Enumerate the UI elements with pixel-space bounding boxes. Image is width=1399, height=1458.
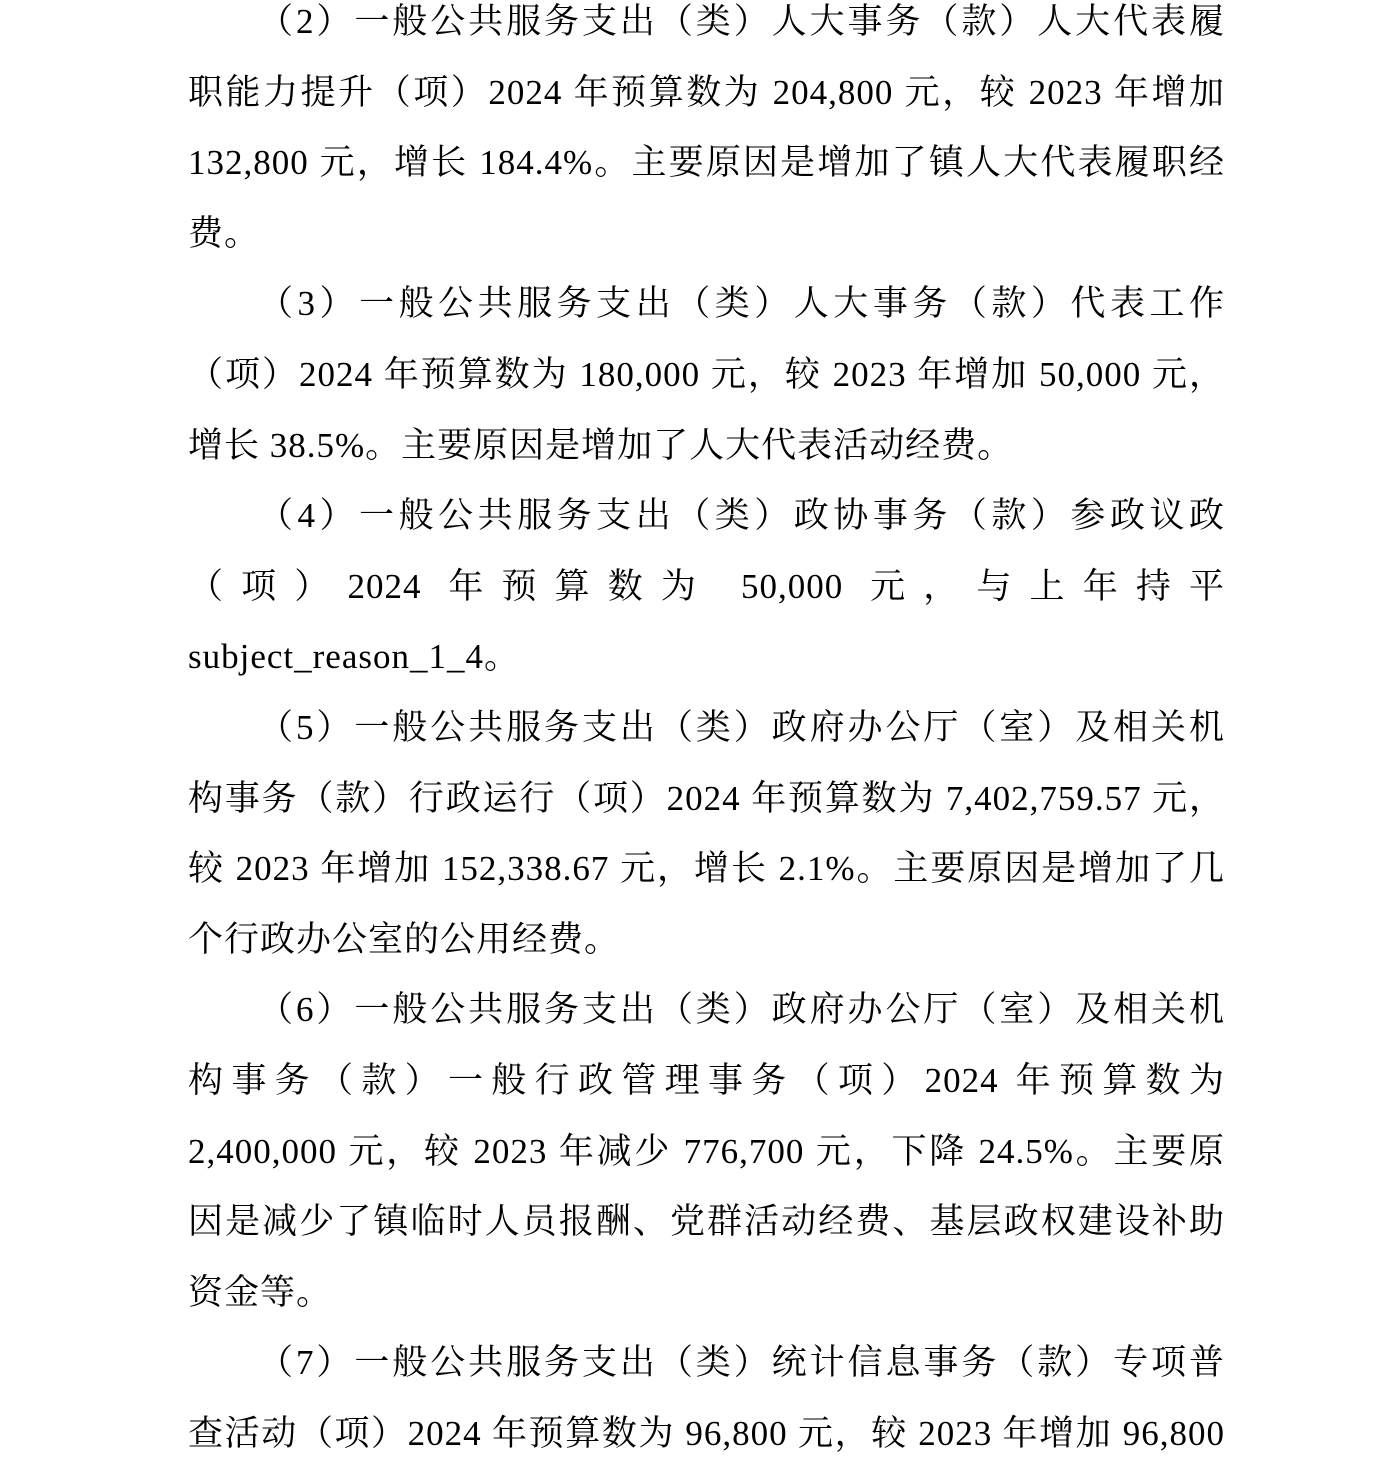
paragraph-line: （2）一般公共服务支出（类）人大事务（款）人大代表履 bbox=[258, 2, 1225, 41]
paragraph-line: 132,800 元，增长 184.4%。主要原因是增加了镇人大代表履职经 bbox=[188, 143, 1225, 183]
paragraph-line: subject_reason_1_4。 bbox=[188, 637, 520, 677]
paragraph-line: 2,400,000 元，较 2023 年减少 776,700 元，下降 24.5%。主要原 bbox=[188, 1131, 1225, 1171]
paragraph-line: 构事务（款）行政运行（项）2024 年预算数为 7,402,759.57 元， bbox=[188, 778, 1225, 818]
paragraph-line: 因是减少了镇临时人员报酬、党群活动经费、基层政权建设补助 bbox=[188, 1202, 1225, 1242]
paragraph-line: 增长 38.5%。主要原因是增加了人大代表活动经费。 bbox=[188, 425, 1014, 465]
paragraph-line: （项）2024 年预算数为 180,000 元，较 2023 年增加 50,000 元， bbox=[188, 354, 1225, 394]
paragraph-item-5 bbox=[188, 706, 1225, 962]
paragraph-line: 职能力提升（项）2024 年预算数为 204,800 元，较 2023 年增加 bbox=[188, 72, 1225, 112]
paragraph-item-6 bbox=[188, 988, 1225, 1314]
paragraph-line: 个行政办公室的公用经费。 bbox=[188, 919, 621, 959]
paragraph-item-3 bbox=[188, 282, 1225, 467]
paragraph-line: （7）一般公共服务支出（类）统计信息事务（款）专项普 bbox=[258, 1343, 1225, 1383]
paragraph-line: （项）2024 年预算数为 50,000 元，与上年持平 bbox=[188, 566, 1225, 606]
paragraph-line: 较 2023 年增加 152,338.67 元，增长 2.1%。主要原因是增加了几 bbox=[188, 849, 1225, 889]
paragraph-line: 资金等。 bbox=[188, 1272, 333, 1312]
document-body bbox=[188, 0, 1225, 1456]
paragraph-item-4 bbox=[188, 494, 1225, 679]
paragraph-item-2 bbox=[188, 0, 1225, 256]
paragraph-line: 构事务（款）一般行政管理事务（项）2024 年预算数为 bbox=[188, 1060, 1225, 1100]
paragraph-line: （6）一般公共服务支出（类）政府办公厅（室）及相关机 bbox=[258, 990, 1225, 1030]
paragraph-item-7 bbox=[188, 1341, 1225, 1456]
paragraph-line: （3）一般公共服务支出（类）人大事务（款）代表工作 bbox=[258, 284, 1225, 324]
paragraph-line: （4）一般公共服务支出（类）政协事务（款）参政议政 bbox=[258, 496, 1225, 536]
paragraph-line: （5）一般公共服务支出（类）政府办公厅（室）及相关机 bbox=[258, 707, 1225, 747]
paragraph-line: 查活动（项）2024 年预算数为 96,800 元，较 2023 年增加 96,800 bbox=[188, 1413, 1225, 1453]
paragraph-line: 费。 bbox=[188, 213, 261, 253]
